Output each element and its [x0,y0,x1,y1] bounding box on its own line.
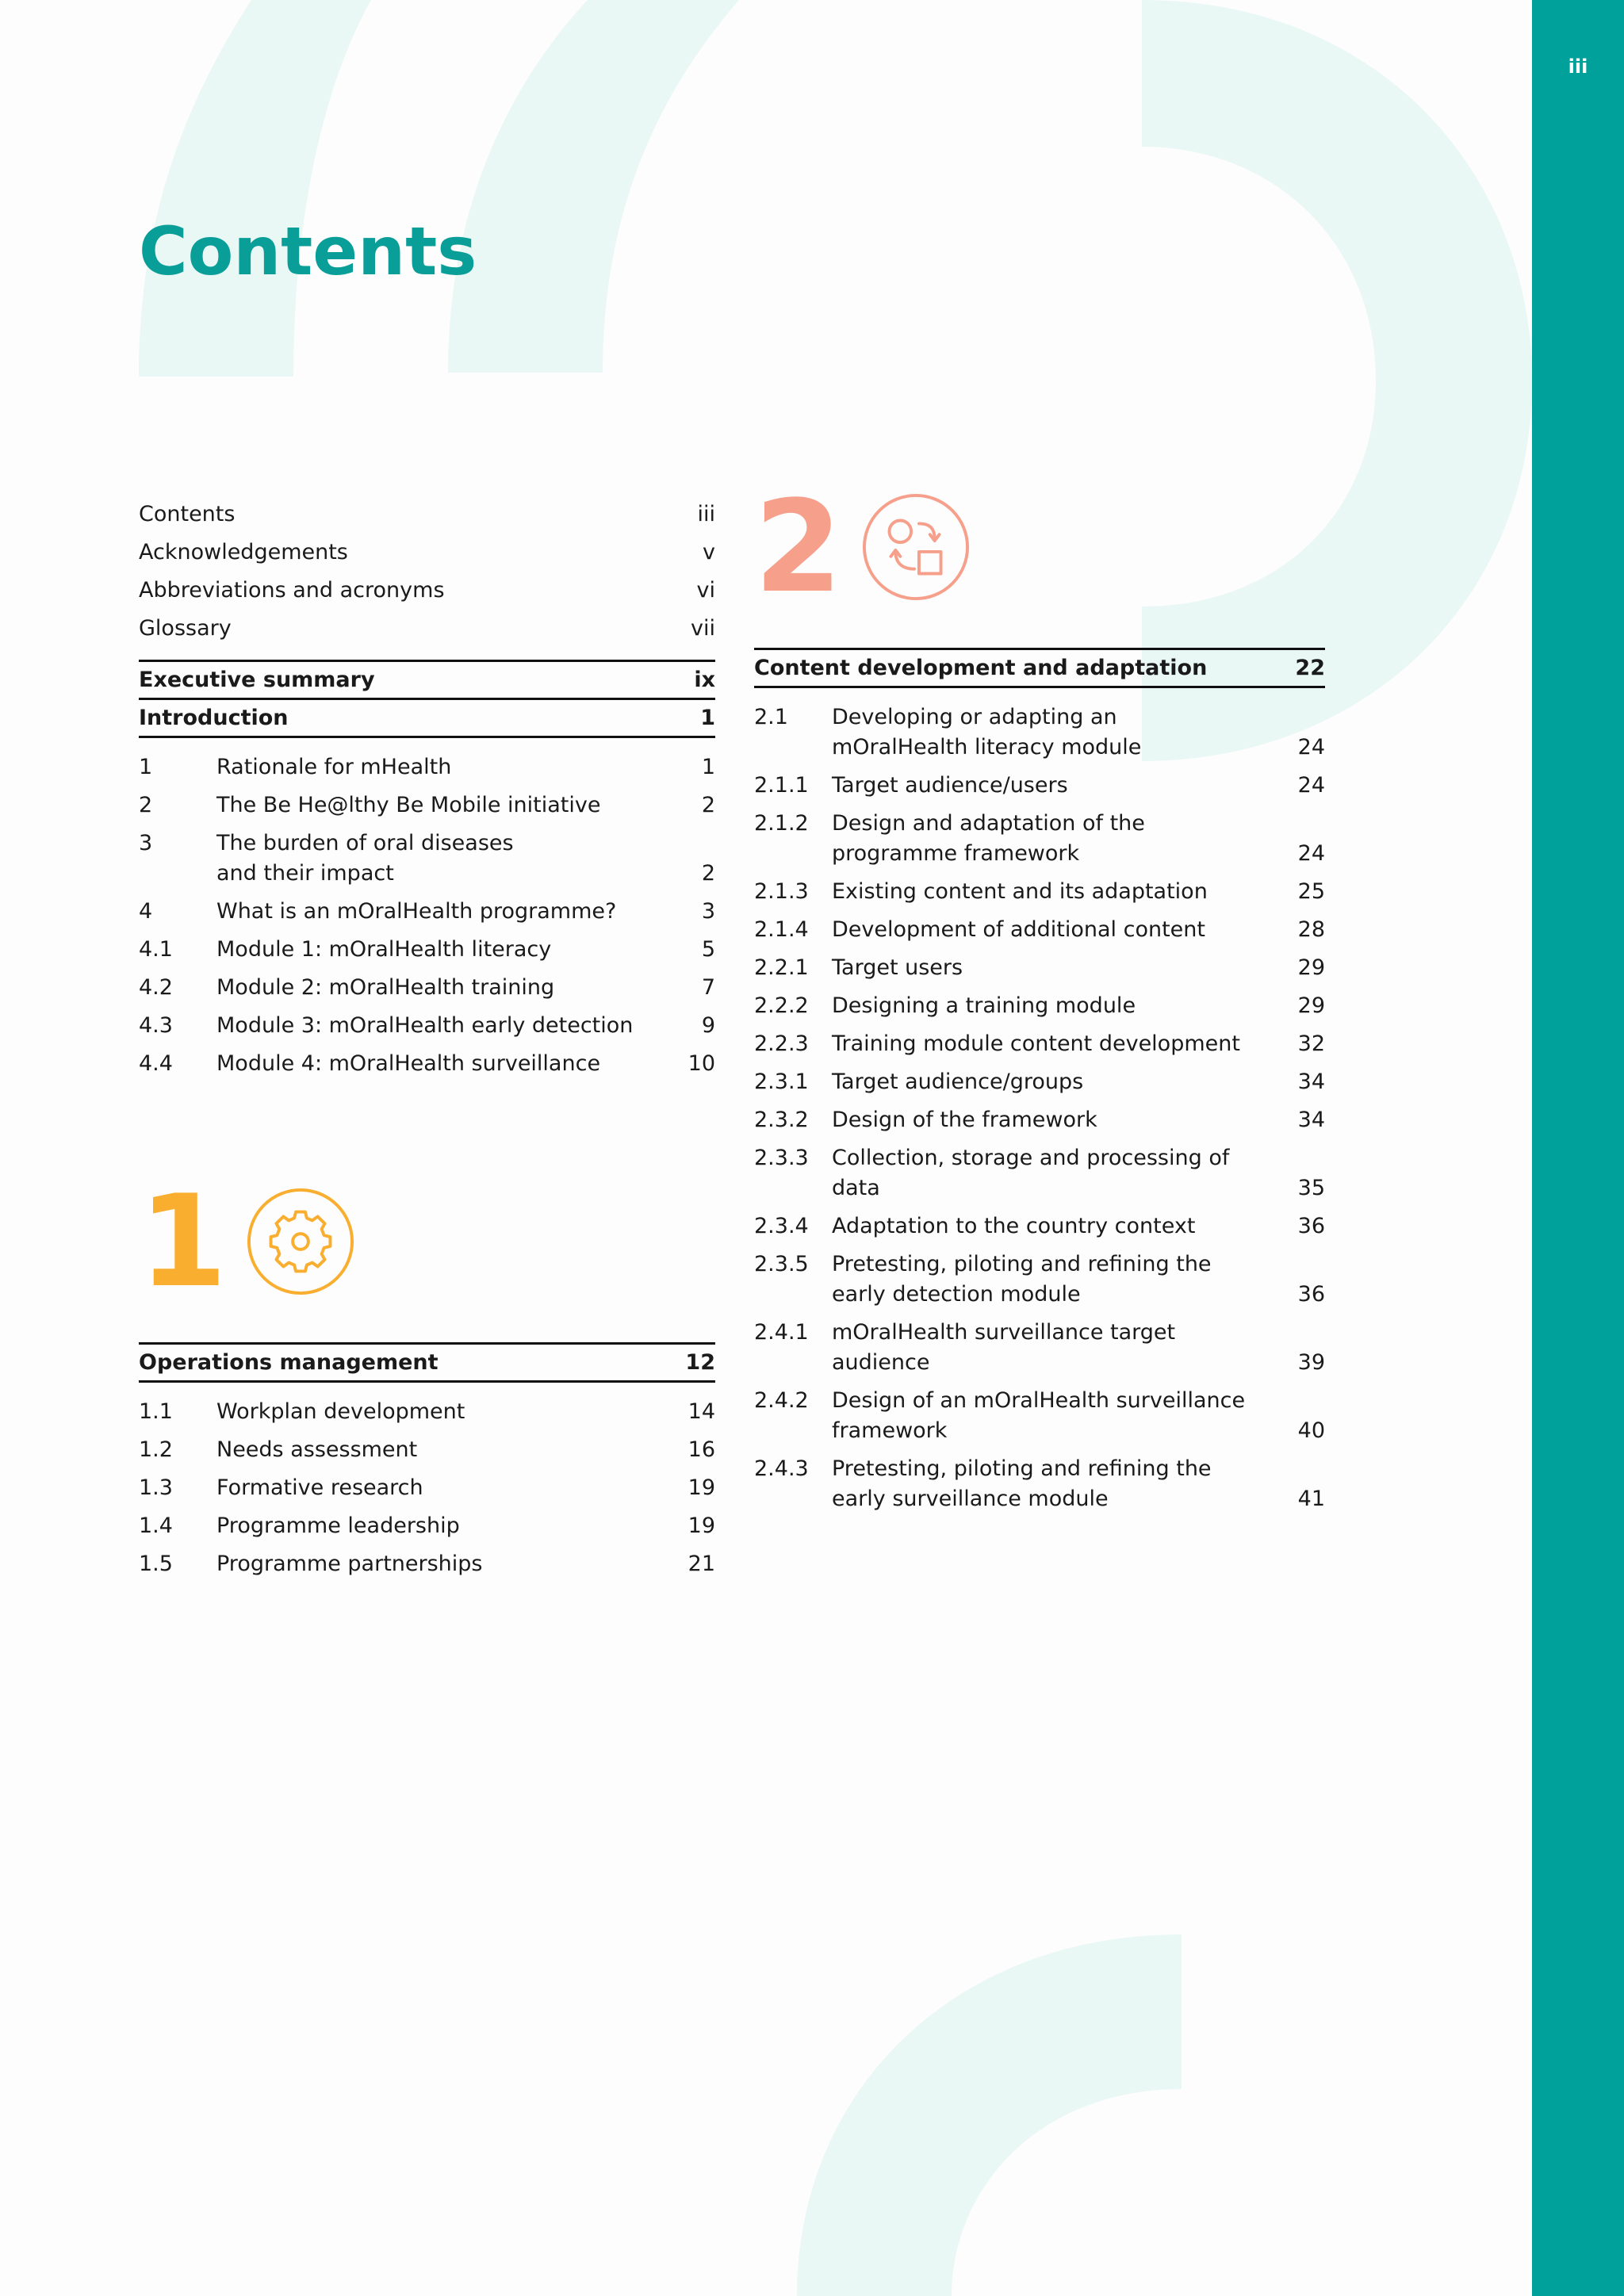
toc-entry[interactable] [754,1143,1325,1203]
toc-entry[interactable] [754,953,1325,983]
toc-entry-label: Training module content development [832,1031,1240,1056]
toc-entry-label: Design of the framework [832,1108,1097,1132]
toc-entry-number: 2 [139,793,153,817]
toc-entry-page: 10 [688,1051,715,1076]
toc-entry[interactable] [139,897,715,927]
chapter2-heading[interactable] [754,648,1325,688]
toc-entry-number: 2.1.1 [754,773,809,798]
toc-entry-number: 2.1.2 [754,811,809,836]
toc-entry-label: Module 4: mOralHealth surveillance [216,1051,601,1076]
chapter2-list [754,702,1325,1514]
section-heading-page: 1 [700,706,715,730]
toc-entry-number: 1.4 [139,1513,173,1538]
toc-entry[interactable] [754,771,1325,801]
toc-entry-page: 9 [701,1013,715,1038]
toc-entry[interactable] [139,1473,715,1503]
toc-entry-label: Designing a training module [832,993,1136,1018]
chapter2-number: 2 [754,473,843,621]
toc-entry-page: 29 [1297,955,1325,980]
section-heading-label: Operations management [139,1350,439,1375]
toc-entry-number: 2.4.2 [754,1388,809,1413]
toc-entry-page: 34 [1297,1070,1325,1094]
toc-entry[interactable] [139,614,715,644]
toc-entry-number: 2.4.1 [754,1320,809,1345]
toc-entry-label: Design and adaptation of the programme framework [832,811,1145,866]
toc-entry[interactable] [139,499,715,530]
toc-entry-label: Existing content and its adaptation [832,879,1208,904]
toc-entry-number: 2.3.3 [754,1146,809,1170]
toc-entry-number: 4 [139,899,153,924]
toc-entry[interactable] [754,877,1325,907]
toc-entry-page: 36 [1297,1282,1325,1307]
toc-entry[interactable] [139,1549,715,1579]
section-heading-label: Introduction [139,706,289,730]
toc-entry-number: 2.3.4 [754,1214,809,1238]
shapes-cycle-icon [861,492,971,602]
toc-entry-label: Needs assessment [216,1437,418,1462]
toc-entry-label: Collection, storage and processing of data [832,1146,1230,1200]
toc-entry[interactable] [139,1049,715,1079]
toc-entry-number: 2.1.3 [754,879,809,904]
section-heading-page: 22 [1295,656,1325,680]
chapter1-number: 1 [139,1167,228,1315]
section-heading-label: Content development and adaptation [754,656,1208,680]
toc-entry-page: 24 [1297,841,1325,866]
toc-entry-page: 32 [1297,1031,1325,1056]
toc-entry[interactable] [754,991,1325,1021]
toc-entry-label: Developing or adapting an mOralHealth literacy module [832,705,1142,760]
toc-entry[interactable] [139,828,715,889]
toc-entry[interactable] [754,1029,1325,1059]
toc-entry-label: Programme leadership [216,1513,460,1538]
section-heading-page: 12 [685,1350,715,1375]
chapter1-list [139,1397,715,1579]
toc-entry-label: Acknowledgements [139,540,348,564]
toc-entry-label: Adaptation to the country context [832,1214,1196,1238]
toc-entry-label: Target audience/groups [832,1070,1084,1094]
toc-entry-number: 1.2 [139,1437,173,1462]
toc-entry-page: 29 [1297,993,1325,1018]
chapter1-header [139,1167,715,1315]
toc-entry-number: 1.1 [139,1399,173,1424]
toc-entry-page: 19 [688,1513,715,1538]
toc-entry-label: mOralHealth surveillance target audience [832,1320,1176,1375]
toc-entry-page: 35 [1297,1176,1325,1200]
toc-entry-label: Pretesting, piloting and refining the early detection module [832,1252,1212,1307]
toc-entry-label: Programme partnerships [216,1552,483,1576]
toc-entry-number: 2.2.2 [754,993,809,1018]
toc-entry-number: 2.3.2 [754,1108,809,1132]
toc-entry-page: iii [697,502,715,526]
toc-entry[interactable] [139,973,715,1003]
toc-entry-number: 2.3.5 [754,1252,809,1276]
toc-entry[interactable] [754,1067,1325,1097]
toc-entry-page: 24 [1297,773,1325,798]
toc-entry-number: 2.1.4 [754,917,809,942]
toc-entry-label: Development of additional content [832,917,1205,942]
toc-entry-number: 1.3 [139,1475,173,1500]
toc-entry[interactable] [754,1318,1325,1378]
toc-entry-label: Contents [139,502,236,526]
chapter2-header [754,473,1325,621]
toc-entry-page: 41 [1297,1487,1325,1511]
toc-entry-label: Formative research [216,1475,423,1500]
toc-entry-label: Workplan development [216,1399,465,1424]
toc-entry-label: Rationale for mHealth [216,755,452,779]
gear-icon [246,1187,355,1296]
toc-entry-page: 21 [688,1552,715,1576]
toc-entry-number: 2.2.1 [754,955,809,980]
toc-entry-page: 3 [701,899,715,924]
toc-entry-page: 2 [701,861,715,886]
toc-entry-page: 14 [688,1399,715,1424]
toc-entry-label: Module 2: mOralHealth training [216,975,555,1000]
toc-entry-label: Pretesting, piloting and refining the early surveillance module [832,1456,1212,1511]
toc-entry[interactable] [139,538,715,568]
toc-entry-number: 4.4 [139,1051,173,1076]
toc-entry-page: 24 [1297,735,1325,760]
toc-entry[interactable] [754,1454,1325,1514]
toc-entry-number: 2.3.1 [754,1070,809,1094]
toc-entry-label: The burden of oral diseases and their impact [216,831,514,886]
section-heading-label: Executive summary [139,668,375,692]
toc-entry[interactable] [754,809,1325,869]
toc-entry[interactable] [754,1386,1325,1446]
front-matter-list [139,499,715,644]
toc-entry-page: 19 [688,1475,715,1500]
toc-entry-label: Design of an mOralHealth surveillance framework [832,1388,1246,1443]
section-heading-page: ix [694,668,715,692]
toc-entry-number: 4.3 [139,1013,173,1038]
toc-entry-number: 3 [139,831,153,855]
toc-entry-number: 4.1 [139,937,173,962]
toc-right-column [754,473,1325,1522]
toc-entry-number: 4.2 [139,975,173,1000]
executive-summary-entry[interactable] [139,660,715,700]
toc-entry[interactable] [139,1435,715,1465]
toc-entry[interactable] [139,752,715,783]
toc-entry-label: Target users [832,955,963,980]
toc-entry-number: 1.5 [139,1552,173,1576]
toc-entry[interactable] [754,702,1325,763]
page-title: Contents [139,212,477,290]
toc-entry-number: 2.4.3 [754,1456,809,1481]
toc-entry-label: Target audience/users [832,773,1068,798]
toc-entry[interactable] [139,935,715,965]
toc-entry-label: Glossary [139,616,232,641]
toc-entry-page: 39 [1297,1350,1325,1375]
toc-entry-number: 2.1 [754,705,788,729]
toc-entry-page: 1 [701,755,715,779]
toc-entry-label: The Be He@lthy Be Mobile initiative [216,793,601,817]
toc-entry[interactable] [139,790,715,821]
chapter1-heading[interactable] [139,1342,715,1383]
toc-entry-label: Module 1: mOralHealth literacy [216,937,552,962]
toc-entry[interactable] [754,1105,1325,1135]
toc-entry-page: 25 [1297,879,1325,904]
toc-entry-page: 2 [701,793,715,817]
toc-entry-page: vi [696,578,715,603]
toc-entry[interactable] [139,576,715,606]
toc-entry-label: What is an mOralHealth programme? [216,899,617,924]
toc-entry-label: Abbreviations and acronyms [139,578,445,603]
toc-entry[interactable] [139,1511,715,1541]
toc-entry-page: vii [691,616,715,641]
toc-entry[interactable] [754,1249,1325,1310]
toc-entry-page: 36 [1297,1214,1325,1238]
toc-entry[interactable] [754,915,1325,945]
toc-entry-page: v [703,540,715,564]
toc-entry-page: 5 [701,937,715,962]
toc-entry[interactable] [139,1397,715,1427]
toc-entry[interactable] [754,1211,1325,1242]
introduction-entry[interactable] [139,700,715,738]
toc-entry-label: Module 3: mOralHealth early detection [216,1013,634,1038]
introduction-list [139,752,715,1079]
toc-entry[interactable] [139,1011,715,1041]
toc-left-column [139,499,715,1587]
toc-entry-number: 2.2.3 [754,1031,809,1056]
page-number: iii [1568,55,1588,78]
side-color-bar [1532,0,1624,2296]
toc-entry-page: 7 [701,975,715,1000]
toc-entry-page: 16 [688,1437,715,1462]
toc-entry-page: 34 [1297,1108,1325,1132]
toc-entry-page: 40 [1297,1418,1325,1443]
toc-entry-page: 28 [1297,917,1325,942]
toc-entry-number: 1 [139,755,153,779]
